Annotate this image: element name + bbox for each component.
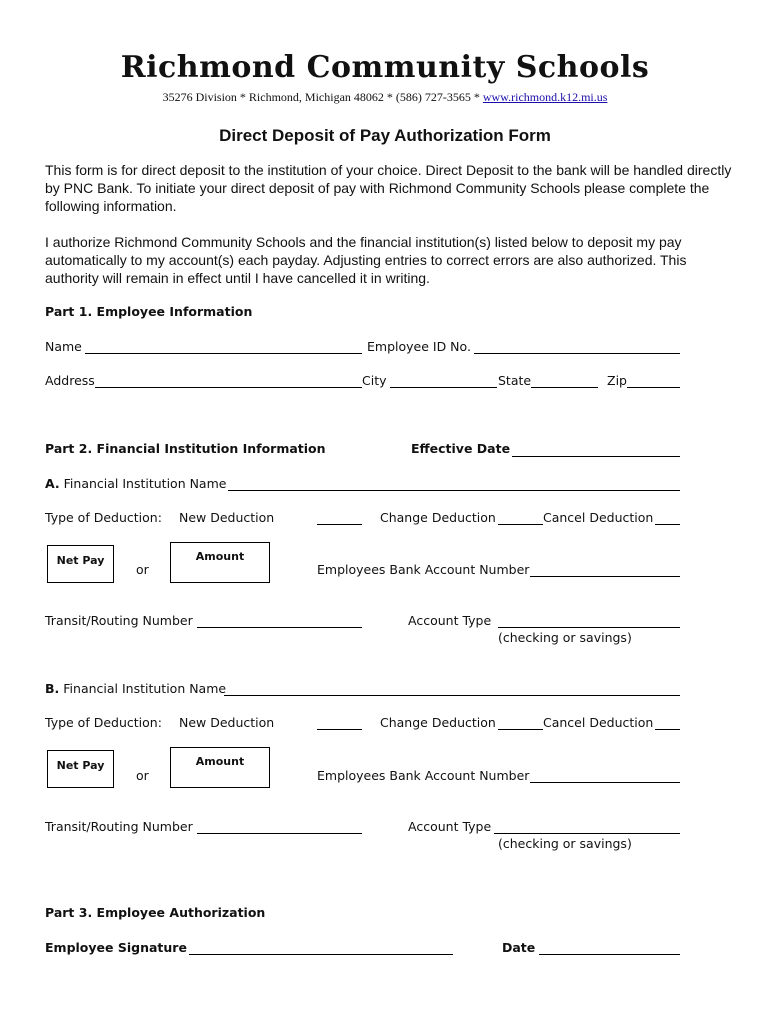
form-title: Direct Deposit of Pay Authorization Form bbox=[219, 126, 551, 145]
account-type-label-a: Account Type bbox=[408, 613, 492, 628]
account-type-hint-a: (checking or savings) bbox=[498, 630, 632, 645]
part3-heading: Part 3. Employee Authorization bbox=[45, 905, 266, 920]
address-field[interactable] bbox=[95, 387, 362, 388]
section-letter-a: A. bbox=[45, 476, 60, 491]
effective-date-field[interactable] bbox=[512, 456, 680, 457]
school-address-line bbox=[0, 90, 770, 105]
effective-date-label: Effective Date bbox=[411, 441, 511, 456]
signature-field[interactable] bbox=[189, 954, 453, 955]
signature-date-label: Date bbox=[502, 940, 536, 955]
address-label: Address bbox=[45, 373, 95, 388]
city-field[interactable] bbox=[390, 387, 497, 388]
account-number-label-a: Employees Bank Account Number bbox=[317, 562, 530, 577]
account-number-field-a[interactable] bbox=[530, 576, 680, 577]
part2-heading: Part 2. Financial Institution Information bbox=[45, 441, 326, 456]
routing-number-label-a: Transit/Routing Number bbox=[45, 613, 193, 628]
section-letter-b: B. bbox=[45, 681, 60, 696]
change-deduction-field-a[interactable] bbox=[498, 524, 543, 525]
amount-box-b[interactable]: Amount bbox=[170, 747, 270, 788]
account-type-field-b[interactable] bbox=[494, 833, 680, 834]
new-deduction-field-b[interactable] bbox=[317, 729, 362, 730]
institution-name-text-b: Financial Institution Name bbox=[63, 681, 227, 696]
state-field[interactable] bbox=[531, 387, 598, 388]
institution-name-label-a bbox=[45, 476, 226, 491]
new-deduction-label-a: New Deduction bbox=[179, 510, 275, 525]
address-text: 35276 Division * Richmond, Michigan 48062 * (586) 727-3565 * bbox=[162, 90, 483, 104]
name-field[interactable] bbox=[85, 353, 362, 354]
account-number-label-b: Employees Bank Account Number bbox=[317, 768, 530, 783]
part1-heading: Part 1. Employee Information bbox=[45, 304, 253, 319]
city-label: City bbox=[362, 373, 387, 388]
new-deduction-label-b: New Deduction bbox=[179, 715, 275, 730]
institution-name-label-b bbox=[45, 681, 226, 696]
account-type-label-b: Account Type bbox=[408, 819, 492, 834]
account-type-hint-b: (checking or savings) bbox=[498, 836, 632, 851]
school-name-title: Richmond Community Schools bbox=[120, 50, 650, 85]
net-pay-box-a[interactable]: Net Pay bbox=[47, 545, 114, 583]
new-deduction-field-a[interactable] bbox=[317, 524, 362, 525]
change-deduction-label-a: Change Deduction bbox=[380, 510, 496, 525]
institution-name-text-a: Financial Institution Name bbox=[63, 476, 227, 491]
deduction-type-label-a: Type of Deduction: bbox=[45, 510, 162, 525]
change-deduction-label-b: Change Deduction bbox=[380, 715, 496, 730]
signature-date-field[interactable] bbox=[539, 954, 680, 955]
or-label-a: or bbox=[136, 562, 149, 577]
state-label: State bbox=[498, 373, 532, 388]
employee-id-field[interactable] bbox=[474, 353, 680, 354]
or-label-b: or bbox=[136, 768, 149, 783]
account-type-field-a[interactable] bbox=[498, 627, 680, 628]
institution-name-field-a[interactable] bbox=[228, 490, 680, 491]
account-number-field-b[interactable] bbox=[530, 782, 680, 783]
name-label: Name bbox=[45, 339, 82, 354]
intro-paragraph-1: This form is for direct deposit to the institution of your choice. Direct Deposit to the bank will be handled directly by PNC Bank. To initiate your direct deposit of pay with Richmond Community Schools please complete the following information. bbox=[45, 162, 732, 214]
net-pay-box-b[interactable]: Net Pay bbox=[47, 750, 114, 788]
change-deduction-field-b[interactable] bbox=[498, 729, 543, 730]
zip-field[interactable] bbox=[627, 387, 680, 388]
cancel-deduction-label-a: Cancel Deduction bbox=[543, 510, 654, 525]
deduction-type-label-b: Type of Deduction: bbox=[45, 715, 162, 730]
cancel-deduction-label-b: Cancel Deduction bbox=[543, 715, 654, 730]
signature-label: Employee Signature bbox=[45, 940, 187, 955]
cancel-deduction-field-b[interactable] bbox=[655, 729, 680, 730]
routing-number-label-b: Transit/Routing Number bbox=[45, 819, 193, 834]
employee-id-label: Employee ID No. bbox=[367, 339, 471, 354]
intro-paragraph-2: I authorize Richmond Community Schools and the financial institution(s) listed below to deposit my pay automatically to my account(s) each payday. Adjusting entries to correct errors are also authorized. This authority will remain in effect until I have cancelled it in writing. bbox=[45, 234, 687, 286]
school-website-link[interactable]: www.richmond.k12.mi.us bbox=[482, 90, 608, 104]
amount-box-a[interactable]: Amount bbox=[170, 542, 270, 583]
institution-name-field-b[interactable] bbox=[224, 695, 680, 696]
zip-label: Zip bbox=[607, 373, 627, 388]
routing-number-field-b[interactable] bbox=[197, 833, 362, 834]
cancel-deduction-field-a[interactable] bbox=[655, 524, 680, 525]
routing-number-field-a[interactable] bbox=[197, 627, 362, 628]
